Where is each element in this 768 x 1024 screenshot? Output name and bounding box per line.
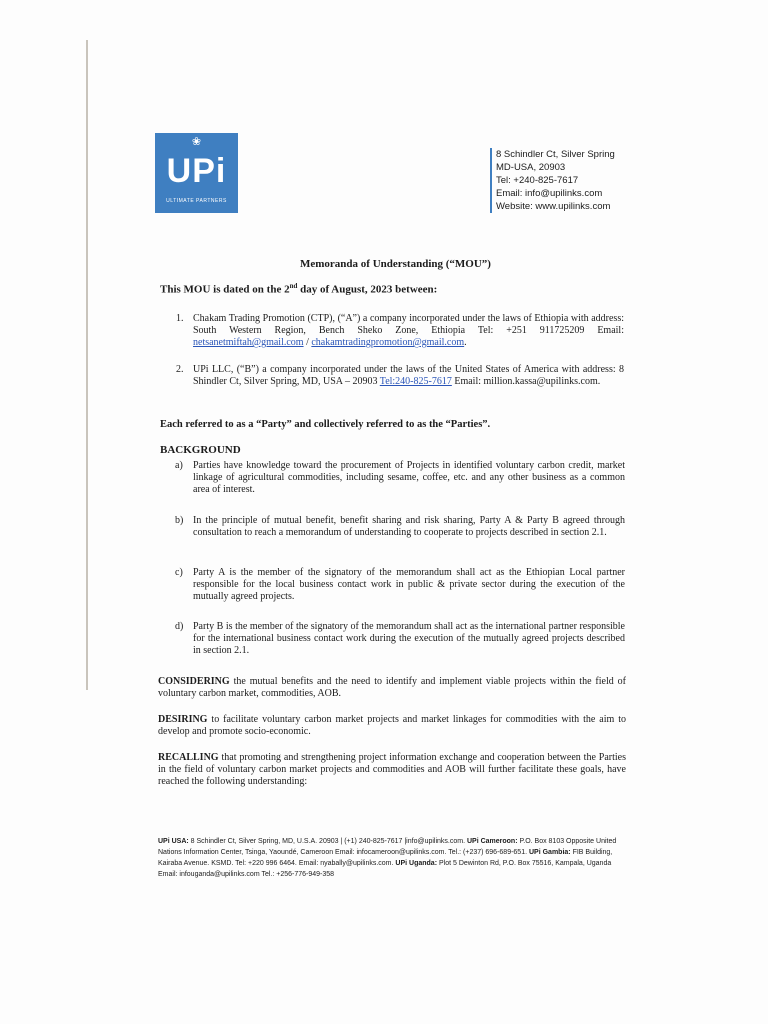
party-text: Chakam Trading Promotion (CTP), (“A”) a company incorporated under the laws of Ethiopia with address: South Western Region, Bench Sheko Zone, Ethiopia Tel: +251 911725209 Email: netsanetmiftah@gmail.com / chakamtradingpromotion@gmail.com. bbox=[193, 313, 624, 348]
item-text: Party A is the member of the signatory of the memorandum shall act as the Ethiopian Local partner responsible for the local business contact work in public & private sector during the execution of the mutually agreed projects. bbox=[193, 567, 625, 602]
document-title: Memoranda of Understanding (“MOU”) bbox=[300, 258, 491, 270]
party-item bbox=[176, 313, 624, 349]
recalling-clause: RECALLING that promoting and strengthening project information exchange and cooperation between the Parties in the field of voluntary carbon market projects and commodities and AOB will further facilitate these goals, have reached the following understanding: bbox=[158, 752, 626, 787]
logo-tagline: ULTIMATE PARTNERS bbox=[166, 198, 227, 204]
background-item bbox=[175, 515, 625, 539]
address-line: Tel: +240-825-7617 bbox=[496, 175, 579, 186]
email-link[interactable]: netsanetmiftah@gmail.com bbox=[193, 337, 304, 348]
upi-logo bbox=[155, 133, 238, 213]
logo-mark: UPi bbox=[166, 152, 227, 190]
background-item bbox=[175, 460, 625, 496]
phone-link[interactable]: Tel:240-825-7617 bbox=[379, 376, 452, 387]
item-text: Party B is the member of the signatory of the memorandum shall act as the international partner responsible for the international business contact work during the execution of the mutually agreed projects described in section 2.1. bbox=[193, 621, 625, 656]
party-item bbox=[176, 364, 624, 388]
dated-line: This MOU is dated on the 2nd day of August, 2023 between: bbox=[160, 282, 438, 296]
item-text: Parties have knowledge toward the procurement of Projects in identified voluntary carbon credit, market linkage of agricultural commodities, including sesame, coffee, etc. and any other business as a common area of interest. bbox=[193, 460, 625, 495]
sprout-icon: ❀ bbox=[191, 136, 202, 148]
party-number: 2. bbox=[176, 364, 184, 375]
item-label: a) bbox=[175, 460, 183, 471]
item-label: c) bbox=[175, 567, 183, 578]
party-number: 1. bbox=[176, 313, 184, 324]
party-text: UPi LLC, (“B”) a company incorporated under the laws of the United States of America with address: 8 Shindler Ct, Silver Spring, MD, USA – 20903 Tel:240-825-7617 Email: million.kassa@upilinks.com. bbox=[193, 364, 624, 387]
address-line: 8 Schindler Ct, Silver Spring bbox=[496, 149, 615, 160]
address-line: Website: www.upilinks.com bbox=[496, 201, 611, 212]
desiring-clause: DESIRING to facilitate voluntary carbon market projects and market linkages for commodities with the aim to develop and promote socio-economic. bbox=[158, 714, 626, 737]
background-heading: BACKGROUND bbox=[160, 444, 241, 456]
background-item bbox=[175, 621, 625, 657]
address-line: MD-USA, 20903 bbox=[496, 162, 566, 173]
address-line: Email: info@upilinks.com bbox=[496, 188, 603, 199]
item-label: b) bbox=[175, 515, 184, 526]
email-link[interactable]: chakamtradingpromotion@gmail.com bbox=[311, 337, 465, 348]
considering-clause: CONSIDERING the mutual benefits and the need to identify and implement viable projects within the field of voluntary carbon market, commodities, AOB. bbox=[158, 676, 626, 699]
party-definition: Each referred to as a “Party” and collectively referred to as the “Parties”. bbox=[160, 419, 491, 430]
item-label: d) bbox=[175, 621, 184, 632]
background-item bbox=[175, 567, 625, 603]
letterhead-address bbox=[490, 148, 646, 213]
item-text: In the principle of mutual benefit, benefit sharing and risk sharing, Party A & Party B agreed through consultation to reach a memorandum of understanding to cooperate to projects described in section 2.1. bbox=[193, 515, 625, 538]
letterhead-footer: UPi USA: 8 Schindler Ct, Silver Spring, MD, U.S.A. 20903 | (+1) 240-825-7617 |info@upilinks.com. UPi Cameroon: P.O. Box 8103 Opposite United Nations Information Center, Tsinga, Yaoundé, Cameroon Email: infocameroon@upilinks.com. Tel.: (+237) 696-689-651. UPi Gambia: FIB Building, Kairaba Avenue. KSMD. Tel: +220 996 6464. Email: nyabally@upilinks.com. UPi Uganda: Plot 5 Dewinton Rd, P.O. Box 75516, Kampala, Uganda Email: infouganda@upilinks.com Tel.: +256-776-949-358 bbox=[158, 838, 617, 878]
